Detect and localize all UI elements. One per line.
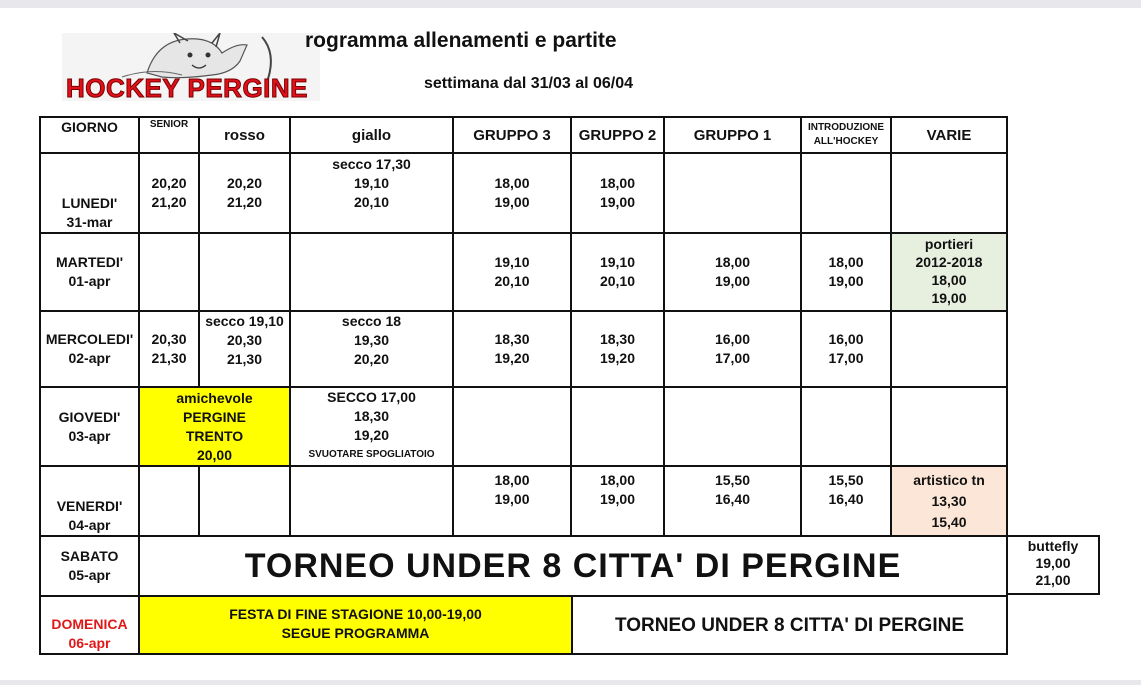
venerdi-rosso: [198, 465, 291, 537]
day-giovedi: GIOVEDI' 03-apr: [39, 386, 140, 467]
mercoledi-intro: 16,00 17,00: [800, 310, 892, 388]
martedi-intro: 18,00 19,00: [800, 232, 892, 312]
week-subtitle: settimana dal 31/03 al 06/04: [424, 75, 634, 92]
header-rosso: rosso: [198, 116, 291, 154]
venerdi-intro: 15,50 16,40: [800, 465, 892, 537]
logo-text: HOCKEY PERGINE: [66, 73, 309, 101]
header-senior: SENIOR: [138, 116, 200, 154]
lunedi-varie: [890, 152, 1008, 234]
day-lunedi: LUNEDI' 31-mar: [39, 152, 140, 234]
mercoledi-gruppo-2: 18,30 19,20: [570, 310, 665, 388]
lunedi-gruppo-3: 18,00 19,00: [452, 152, 572, 234]
lunedi-rosso: 20,20 21,20: [198, 152, 291, 234]
martedi-senior: [138, 232, 200, 312]
martedi-varie: portieri 2012-2018 18,00 19,00: [890, 232, 1008, 312]
header-giorno: GIORNO: [39, 116, 140, 154]
day-sabato: SABATO 05-apr: [39, 535, 140, 597]
mercoledi-senior: 20,30 21,30: [138, 310, 200, 388]
mercoledi-giallo: secco 18 19,30 20,20: [289, 310, 454, 388]
venerdi-gruppo-2: 18,00 19,00: [570, 465, 665, 537]
header-gruppo-2: GRUPPO 2: [570, 116, 665, 154]
day-martedi: MARTEDI' 01-apr: [39, 232, 140, 312]
giovedi-gruppo-2: [570, 386, 665, 467]
domenica-torneo: TORNEO UNDER 8 CITTA' DI PERGINE: [571, 595, 1008, 655]
mercoledi-gruppo-1: 16,00 17,00: [663, 310, 802, 388]
martedi-gruppo-1: 18,00 19,00: [663, 232, 802, 312]
lunedi-senior: 20,20 21,20: [138, 152, 200, 234]
mercoledi-gruppo-3: 18,30 19,20: [452, 310, 572, 388]
venerdi-senior: [138, 465, 200, 537]
header-varie: VARIE: [890, 116, 1008, 154]
header-gruppo-3: GRUPPO 3: [452, 116, 572, 154]
sabato-extra: buttefly 19,00 21,00: [1006, 535, 1100, 595]
martedi-rosso: [198, 232, 291, 312]
sabato-torneo: TORNEO UNDER 8 CITTA' DI PERGINE: [138, 535, 1008, 597]
header-gruppo-1: GRUPPO 1: [663, 116, 802, 154]
header-introduzione: INTRODUZIONE ALL'HOCKEY: [800, 116, 892, 154]
venerdi-gruppo-1: 15,50 16,40: [663, 465, 802, 537]
martedi-gruppo-2: 19,10 20,10: [570, 232, 665, 312]
venerdi-varie: artistico tn 13,30 15,40: [890, 465, 1008, 537]
venerdi-giallo: [289, 465, 454, 537]
day-domenica: DOMENICA 06-apr: [39, 595, 140, 655]
lunedi-giallo: secco 17,30 19,10 20,10: [289, 152, 454, 234]
page-title: rogramma allenamenti e partite: [305, 29, 617, 52]
giovedi-gruppo-1: [663, 386, 802, 467]
mercoledi-rosso: secco 19,10 20,30 21,30: [198, 310, 291, 388]
header-giallo: giallo: [289, 116, 454, 154]
day-mercoledi: MERCOLEDI' 02-apr: [39, 310, 140, 388]
giovedi-giallo: SECCO 17,00 18,30 19,20 SVUOTARE SPOGLIATOIO: [289, 386, 454, 467]
giovedi-amichevole: amichevole PERGINE TRENTO 20,00: [138, 386, 291, 467]
martedi-gruppo-3: 19,10 20,10: [452, 232, 572, 312]
domenica-festa: FESTA DI FINE STAGIONE 10,00-19,00 SEGUE PROGRAMMA: [138, 595, 573, 655]
day-venerdi: VENERDI' 04-apr: [39, 465, 140, 537]
mercoledi-varie: [890, 310, 1008, 388]
giovedi-intro: [800, 386, 892, 467]
lunedi-intro: [800, 152, 892, 234]
lunedi-gruppo-1: [663, 152, 802, 234]
giovedi-gruppo-3: [452, 386, 572, 467]
martedi-giallo: [289, 232, 454, 312]
lunedi-gruppo-2: 18,00 19,00: [570, 152, 665, 234]
venerdi-gruppo-3: 18,00 19,00: [452, 465, 572, 537]
giovedi-varie: [890, 386, 1008, 467]
